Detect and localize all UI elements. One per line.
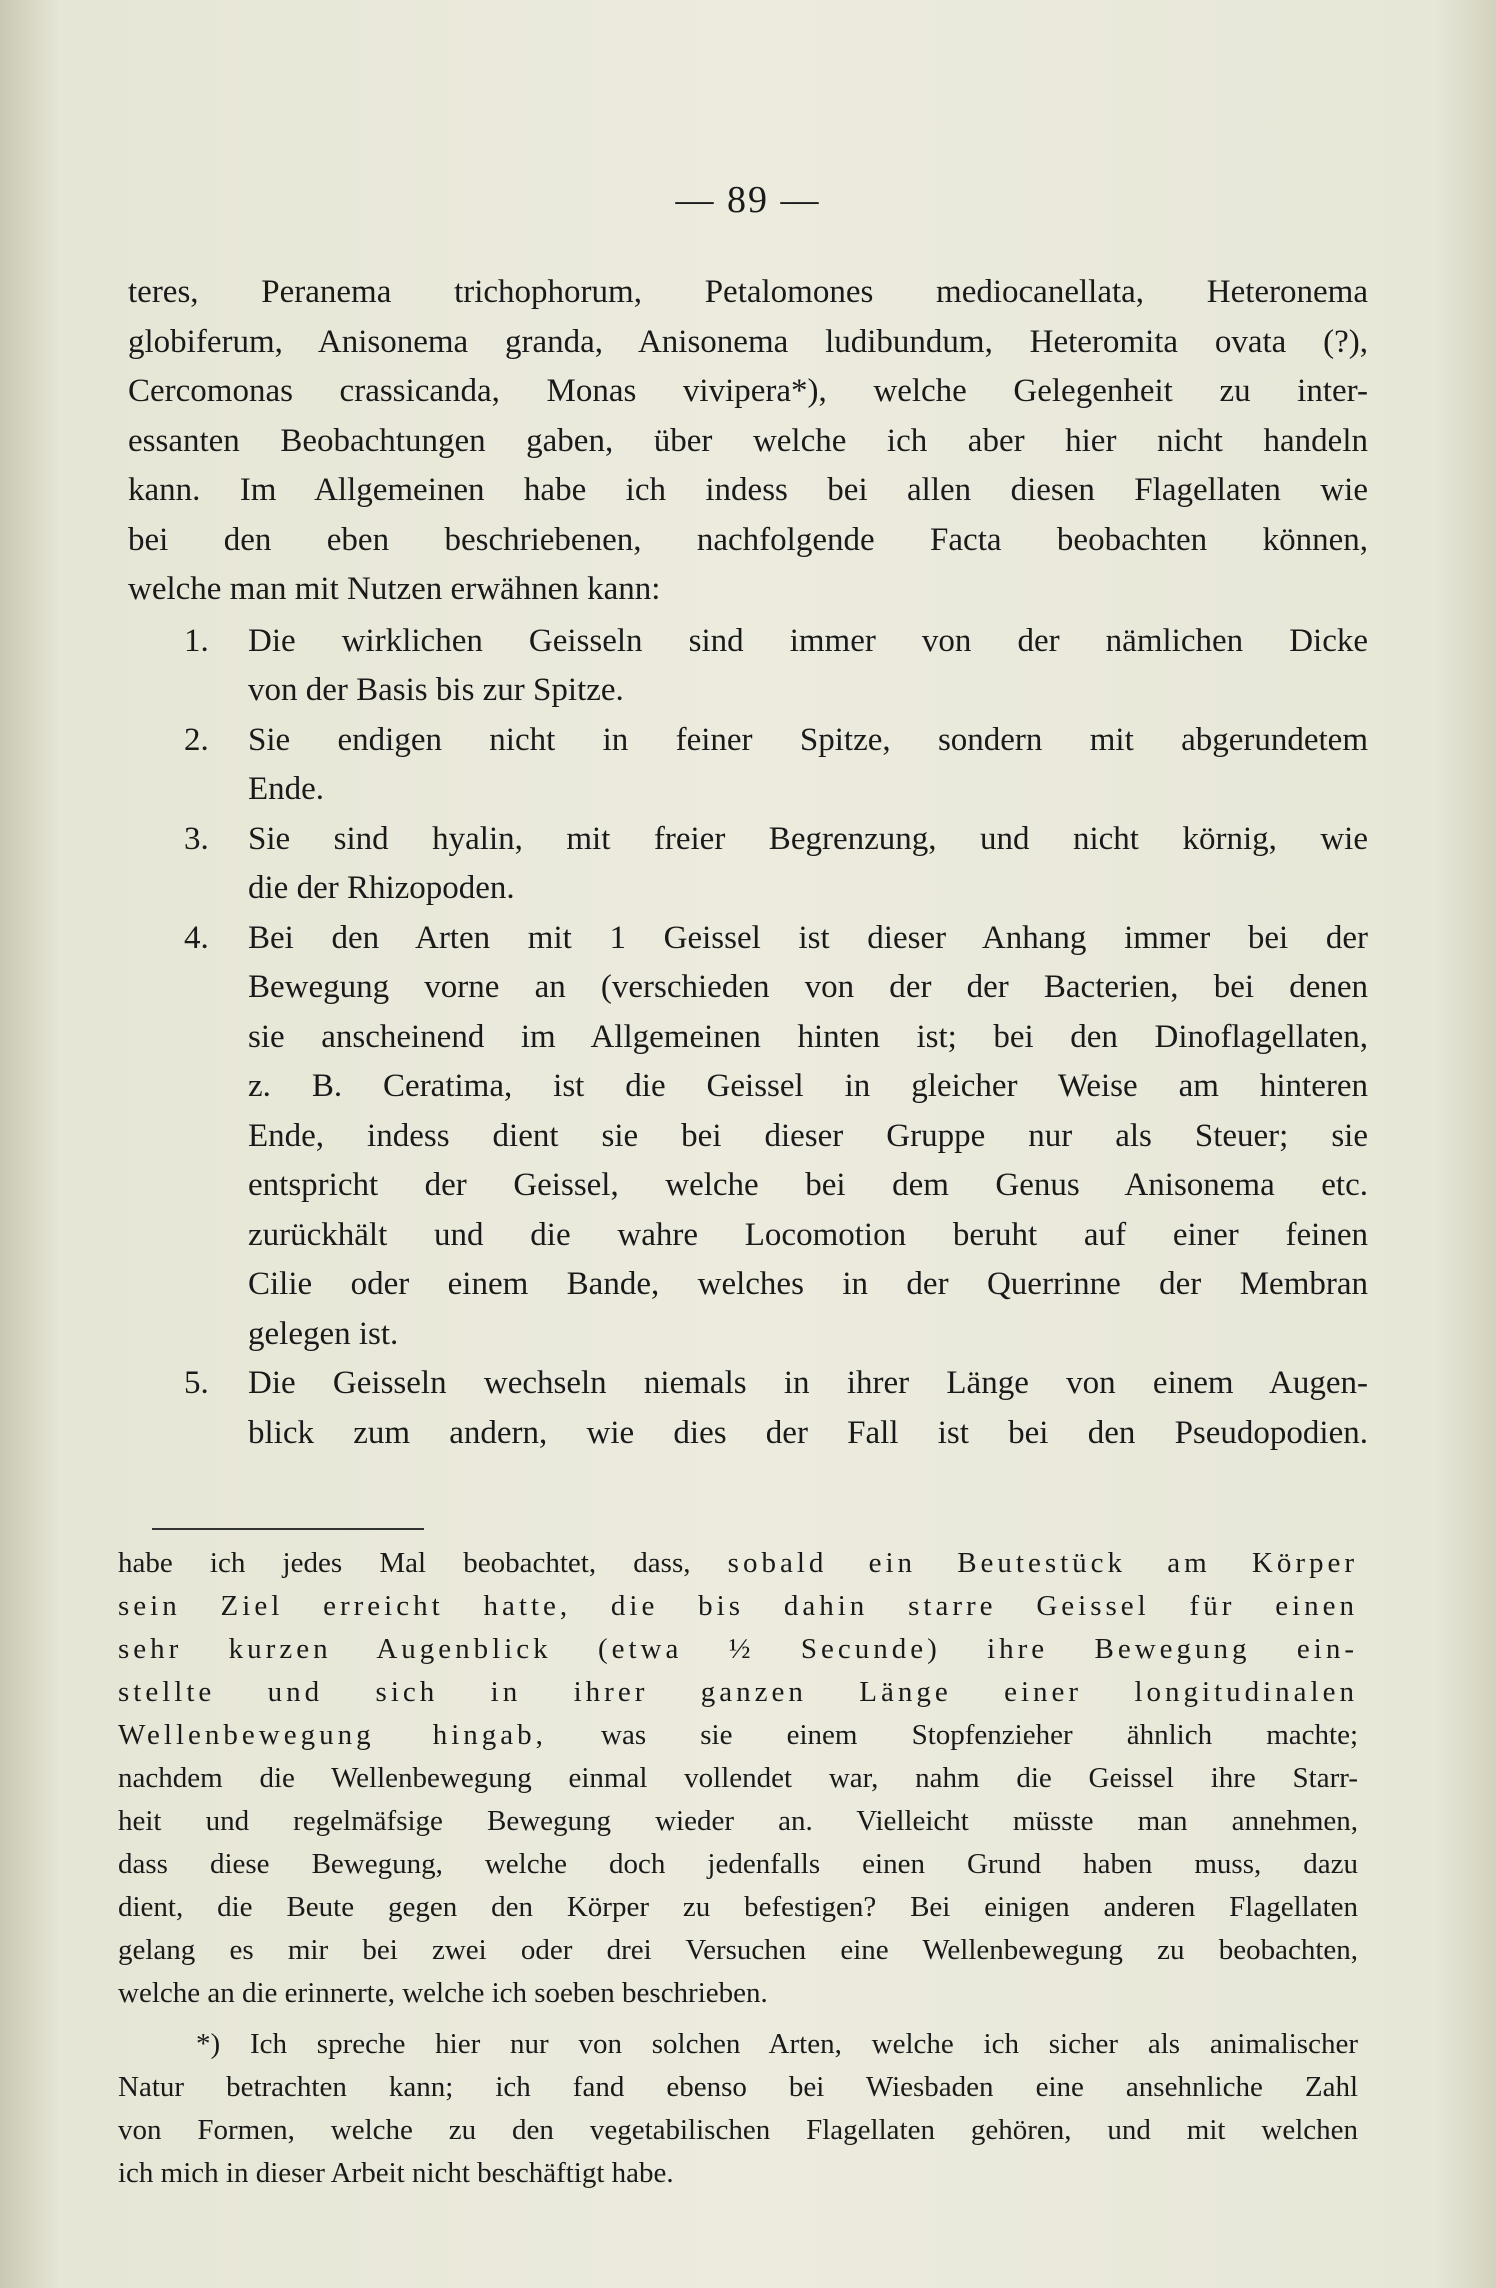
text-line: Die wirklichen Geisseln sind immer von der nämlichen Dicke [248, 622, 1368, 659]
emphasized-text: sobald ein Beutestück am Körper [727, 1547, 1358, 1579]
list-number: 4. [184, 919, 209, 956]
note-line: Natur betrachten kann; ich fand ebenso bei Wiesbaden eine ansehnliche Zahl [118, 2071, 1358, 2103]
list-number: 1. [184, 622, 209, 659]
text-line: kann. Im Allgemeinen habe ich indess bei allen diesen Flagellaten wie [128, 472, 1368, 508]
note-line: sehr kurzen Augenblick (etwa ½ Secunde) ihre Bewegung ein- [118, 1633, 1358, 1665]
text-line: Bewegung vorne an (verschieden von der der Bacterien, bei denen [248, 969, 1368, 1005]
note-line [118, 1542, 1358, 1585]
facts-list [128, 617, 1368, 1459]
continued-footnote [118, 1542, 1358, 2015]
footnotes [118, 1542, 1358, 2195]
text-line: teres, Peranema trichophorum, Petalomones mediocanellata, Heteronema [128, 274, 1368, 310]
note-line: dass diese Bewegung, welche doch jedenfalls einen Grund haben muss, dazu [118, 1848, 1358, 1880]
note-text: was sie einem Stopfenzieher ähnlich machte; [546, 1719, 1359, 1751]
text-line: z. B. Ceratima, ist die Geissel in gleicher Weise am hinteren [248, 1068, 1368, 1104]
emphasized-text: Wellenbewegung hingab, [118, 1719, 547, 1751]
list-number: 5. [184, 1365, 209, 1401]
note-line: nachdem die Wellenbewegung einmal vollendet war, nahm die Geissel ihre Starr- [118, 1762, 1358, 1794]
note-line: stellte und sich in ihrer ganzen Länge einer longitudinalen [118, 1676, 1358, 1708]
list-number: 3. [184, 820, 209, 857]
text-line: Sie sind hyalin, mit freier Begrenzung, und nicht körnig, wie [248, 820, 1368, 857]
text-line: Cercomonas crassicanda, Monas vivipera*), welche Gelegenheit zu inter- [128, 373, 1368, 409]
text-line: sie anscheinend im Allgemeinen hinten ist; bei den Dinoflagellaten, [248, 1018, 1368, 1055]
text-line: zurückhält und die wahre Locomotion beruht auf einer feinen [248, 1216, 1368, 1253]
list-item [128, 716, 1368, 815]
note-line: gelang es mir bei zwei oder drei Versuchen eine Wellenbewegung zu beobachten, [118, 1934, 1358, 1966]
list-item [128, 1359, 1368, 1458]
note-text: habe ich jedes Mal beobachtet, dass, [118, 1547, 728, 1579]
text-line: essanten Beobachtungen gaben, über welche ich aber hier nicht handeln [128, 422, 1368, 459]
main-text [128, 268, 1368, 1458]
note-line: welche an die erinnerte, welche ich soeben beschrieben. [118, 1977, 768, 2009]
text-line: die der Rhizopoden. [248, 870, 515, 906]
text-line: Cilie oder einem Bande, welches in der Querrinne der Membran [248, 1266, 1368, 1302]
text-line: welche man mit Nutzen erwähnen kann: [128, 571, 661, 607]
note-line: *) Ich spreche hier nur von solchen Arten, welche ich sicher als animalischer [196, 2028, 1358, 2060]
text-line: entspricht der Geissel, welche bei dem Genus Anisonema etc. [248, 1167, 1368, 1203]
text-line: Ende. [248, 771, 325, 807]
text-line: bei den eben beschriebenen, nachfolgende Facta beobachten können, [128, 521, 1368, 558]
note-line: dient, die Beute gegen den Körper zu befestigen? Bei einigen anderen Flagellaten [118, 1891, 1358, 1923]
note-line: von Formen, welche zu den vegetabilischen Flagellaten gehören, und mit welchen [118, 2114, 1358, 2146]
intro-paragraph [128, 268, 1368, 615]
note-line: ich mich in dieser Arbeit nicht beschäftigt habe. [118, 2157, 674, 2189]
text-line: Bei den Arten mit 1 Geissel ist dieser Anhang immer bei der [248, 919, 1368, 956]
text-line: gelegen ist. [248, 1315, 399, 1352]
list-item [128, 914, 1368, 1360]
list-item [128, 617, 1368, 716]
text-line: von der Basis bis zur Spitze. [248, 672, 624, 708]
text-line: Die Geisseln wechseln niemals in ihrer Länge von einem Augen- [248, 1365, 1368, 1401]
list-item [128, 815, 1368, 914]
text-line: Sie endigen nicht in feiner Spitze, sondern mit abgerundetem [248, 721, 1368, 758]
asterisk-footnote [118, 2023, 1358, 2195]
note-line: heit und regelmäfsige Bewegung wieder an. Vielleicht müsste man annehmen, [118, 1805, 1358, 1837]
text-line: globiferum, Anisonema granda, Anisonema ludibundum, Heteromita ovata (?), [128, 323, 1368, 360]
text-line: Ende, indess dient sie bei dieser Gruppe nur als Steuer; sie [248, 1117, 1368, 1154]
list-number: 2. [184, 721, 209, 758]
page-number: — 89 — [675, 179, 821, 221]
note-line [118, 1714, 1358, 1757]
text-line: blick zum andern, wie dies der Fall ist bei den Pseudopodien. [248, 1414, 1368, 1451]
footnote-divider [152, 1528, 424, 1530]
note-line: sein Ziel erreicht hatte, die bis dahin starre Geissel für einen [118, 1590, 1358, 1622]
